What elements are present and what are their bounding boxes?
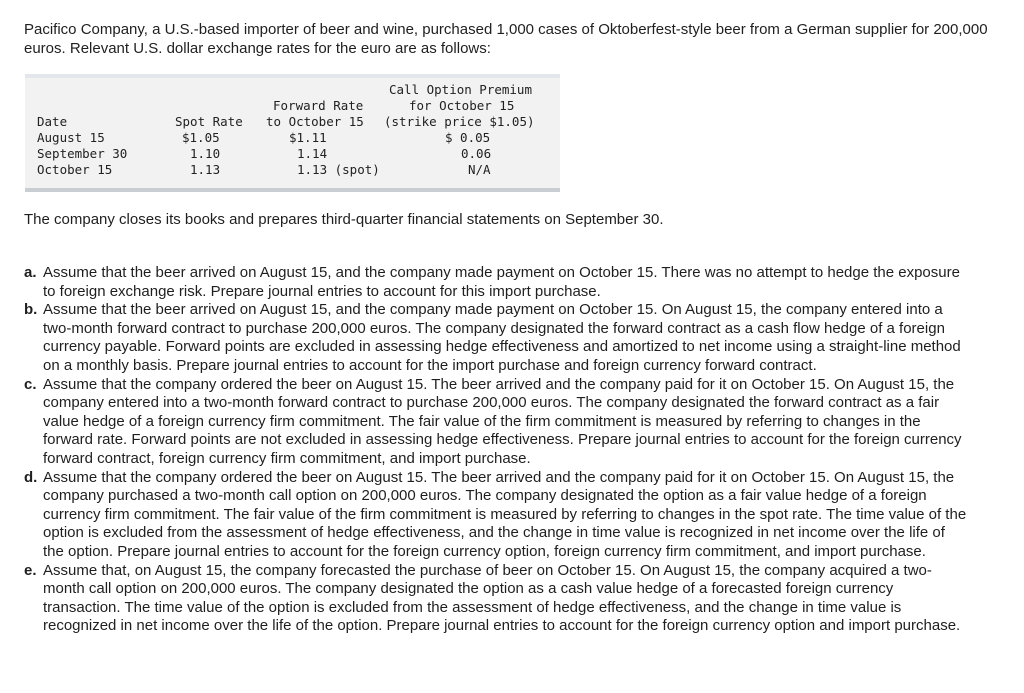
option-header-line2: for October 15 bbox=[409, 98, 515, 113]
row-forward: 1.14 bbox=[297, 146, 328, 161]
part-marker: e. bbox=[24, 561, 37, 579]
date-header: Date bbox=[37, 114, 68, 129]
row-spot: 1.13 bbox=[190, 162, 221, 177]
row-date: September 30 bbox=[37, 146, 128, 161]
question-part-e bbox=[24, 562, 969, 636]
row-option: N/A bbox=[468, 162, 491, 177]
option-header-line1: Call Option Premium bbox=[389, 82, 532, 97]
option-header-line3: (strike price $1.05) bbox=[384, 114, 535, 129]
row-forward: $1.11 bbox=[289, 130, 327, 145]
forward-header-line1: Forward Rate bbox=[273, 98, 364, 113]
part-text: Assume that the beer arrived on August 15, and the company made payment on October 15. On August 15, the company entered into a two-month forward contract to purchase 200,000 euros. The company designated the forward contract as a cash flow hedge of a foreign currency payable. Forward points are excluded in assessing hedge effectiveness and amortized to net income using a straight-line method on a monthly basis. Prepare journal entries to account for the import purchase and foreign currency forward contract. bbox=[43, 301, 961, 374]
part-marker: c. bbox=[24, 375, 37, 393]
question-part-c bbox=[24, 376, 969, 469]
intro-paragraph: Pacifico Company, a U.S.-based importer of beer and wine, purchased 1,000 cases of Oktoberfest-style beer from a German supplier for 200,000 euros. Relevant U.S. dollar exchange rates for the euro are as follows: bbox=[24, 21, 988, 57]
row-spot: 1.10 bbox=[190, 146, 221, 161]
row-date: August 15 bbox=[37, 130, 105, 145]
part-text: Assume that the company ordered the beer on August 15. The beer arrived and the company paid for it on October 15. On August 15, the company entered into a two-month forward contract to purchase 200,000 euros. The company designated the forward contract as a fair value hedge of a foreign currency firm commitment. The fair value of the firm commitment is measured by referring to changes in the forward rate. Forward points are not excluded in assessing hedge effectiveness. Prepare journal entries to account for the foreign currency forward contract, foreign currency firm commitment, and import purchase. bbox=[43, 375, 962, 467]
part-marker: b. bbox=[24, 301, 38, 319]
row-date: October 15 bbox=[37, 162, 113, 177]
row-forward: 1.13 (spot) bbox=[297, 162, 380, 177]
part-text: Assume that the beer arrived on August 15, and the company made payment on October 15. There was no attempt to hedge the exposure to foreign exchange risk. Prepare journal entries to account for this import purchase. bbox=[43, 264, 960, 300]
spot-header: Spot Rate bbox=[175, 114, 243, 129]
part-marker: a. bbox=[24, 264, 37, 281]
question-parts-list bbox=[24, 264, 969, 636]
closing-note: The company closes its books and prepares third-quarter financial statements on September 30. bbox=[24, 211, 664, 228]
part-marker: d. bbox=[24, 468, 38, 486]
question-part-d bbox=[24, 469, 969, 562]
row-spot: $1.05 bbox=[182, 130, 220, 145]
question-part-a bbox=[24, 264, 969, 301]
exchange-rates-table bbox=[25, 74, 560, 192]
forward-header-line2: to October 15 bbox=[266, 114, 364, 129]
part-text: Assume that the company ordered the beer on August 15. The beer arrived and the company paid for it on October 15. On August 15, the company purchased a two-month call option on 200,000 euros. The company designated the option as a fair value hedge of a foreign currency firm commitment. The fair value of the firm commitment is measured by referring to changes in the spot rate. The time value of the option is excluded from the assessment of hedge effectiveness, and the change in time value is recognized in net income over the life of the option. Prepare journal entries to account for the foreign currency option, foreign currency firm commitment, and import purchase. bbox=[43, 468, 967, 560]
row-option: 0.06 bbox=[461, 146, 492, 161]
row-option: $ 0.05 bbox=[445, 130, 491, 145]
question-part-b bbox=[24, 301, 969, 375]
part-text: Assume that, on August 15, the company forecasted the purchase of beer on October 15. On August 15, the company acquired a two-month call option on 200,000 euros. The company designated the option as a cash value hedge of a forecasted foreign currency transaction. The time value of the option is excluded from the assessment of hedge effectiveness, and the change in time value is recognized in net income over the life of the option. Prepare journal entries to account for the foreign currency option and import purchase. bbox=[43, 561, 961, 635]
